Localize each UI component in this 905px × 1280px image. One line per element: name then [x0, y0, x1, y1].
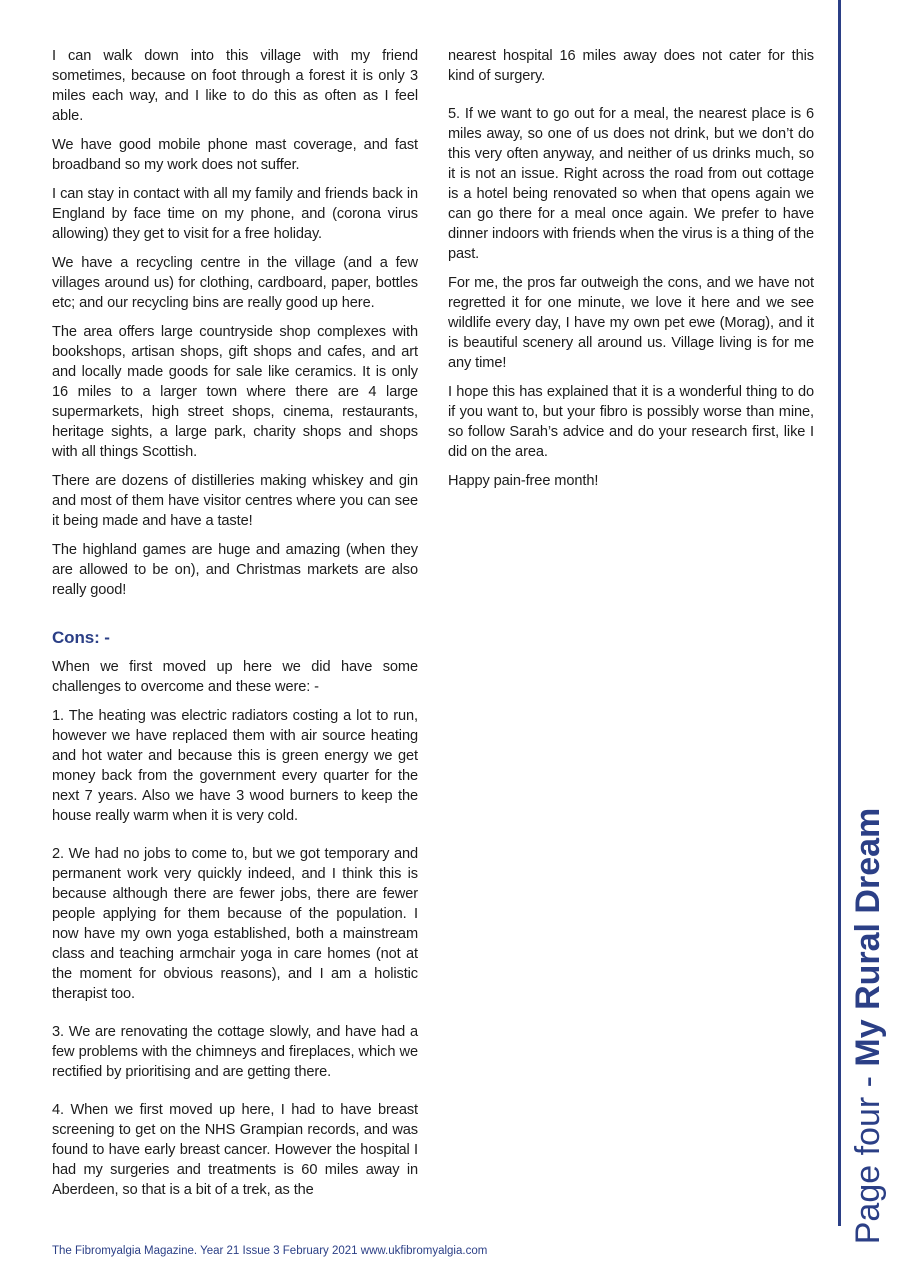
- pros-paragraph: The highland games are huge and amazing (when they are allowed to be on), and Christmas markets are also really good!: [52, 542, 418, 598]
- cons-heading: Cons: -: [52, 628, 110, 647]
- page-title-text: My Rural Dream: [849, 807, 887, 1067]
- cons-intro: When we first moved up here we did have some challenges to overcome and these were: -: [52, 659, 418, 695]
- cons-item: 3. We are renovating the cottage slowly, and have had a few problems with the chimneys and fireplaces, which we rectified by prioritising and are getting there.: [52, 1024, 418, 1080]
- article-paragraph: 5. If we want to go out for a meal, the nearest place is 6 miles away, so one of us does not drink, but we don’t do this very often anyway, and neither of us drinks much, so it is not an issue. Right across the road from out cottage is a hotel being renovated so when that opens again we can go there for a meal once again. We prefer to have dinner indoors with friends when the virus is a thing of the past.: [448, 106, 814, 262]
- page-title: [848, 808, 888, 1245]
- article-paragraph: nearest hospital 16 miles away does not cater for this kind of surgery.: [448, 48, 814, 84]
- article-paragraph: Happy pain-free month!: [448, 473, 599, 489]
- article-paragraph: For me, the pros far outweigh the cons, and we have not regretted it for one minute, we love it here and we see wildlife every day, I have my own pet ewe (Morag), and it is beautiful scenery all around us. Village living is for me any time!: [448, 275, 814, 371]
- page-title-prefix: Page four -: [849, 1066, 887, 1245]
- pros-paragraph: There are dozens of distilleries making whiskey and gin and most of them have visitor centres where you can see it being made and have a taste!: [52, 473, 418, 529]
- cons-item: 1. The heating was electric radiators costing a lot to run, however we have replaced them with air source heating and hot water and because this is green energy we get money back from the government every quarter for the next 7 years. Also we have 3 wood burners to keep the house really warm when it is very cold.: [52, 708, 418, 824]
- pros-paragraph: The area offers large countryside shop complexes with bookshops, artisan shops, gift shops and cafes, and art and locally made goods for sale like ceramics. It is only 16 miles to a larger town where there are 4 large supermarkets, high street shops, cinema, restaurants, heritage sights, a large park, charity shops and shops with all things Scottish.: [52, 324, 418, 460]
- pros-paragraph: I can walk down into this village with my friend sometimes, because on foot through a forest it is only 3 miles each way, and I like to do this as often as I feel able.: [52, 48, 418, 124]
- cons-item: 2. We had no jobs to come to, but we got temporary and permanent work very quickly indeed, and I think this is because although there are fewer jobs, there are fewer people applying for them because of the population. I now have my own yoga established, both a mainstream class and teaching armchair yoga in care homes (not at the moment for obvious reasons), and I am a holistic therapist too.: [52, 846, 418, 1002]
- left-column: [52, 46, 418, 1209]
- page-footer: The Fibromyalgia Magazine. Year 21 Issue 3 February 2021 www.ukfibromyalgia.com: [52, 1245, 488, 1257]
- cons-item: 4. When we first moved up here, I had to have breast screening to get on the NHS Grampian records, and was found to have early breast cancer. However the hospital I had my surgeries and treatments is 60 miles away in Aberdeen, so that is a bit of a trek, as the: [52, 1102, 418, 1198]
- right-column: [448, 46, 814, 500]
- pros-paragraph: We have a recycling centre in the village (and a few villages around us) for clothing, cardboard, paper, bottles etc; and our recycling bins are really good up here.: [52, 255, 418, 311]
- pros-paragraph: I can stay in contact with all my family and friends back in England by face time on my phone, and (corona virus allowing) they get to visit for a free holiday.: [52, 186, 418, 242]
- article-paragraph: I hope this has explained that it is a wonderful thing to do if you want to, but your fibro is possibly worse than mine, so follow Sarah’s advice and do your research first, like I did on the area.: [448, 384, 814, 460]
- side-divider-line: [838, 0, 841, 1226]
- pros-paragraph: We have good mobile phone mast coverage, and fast broadband so my work does not suffer.: [52, 137, 418, 173]
